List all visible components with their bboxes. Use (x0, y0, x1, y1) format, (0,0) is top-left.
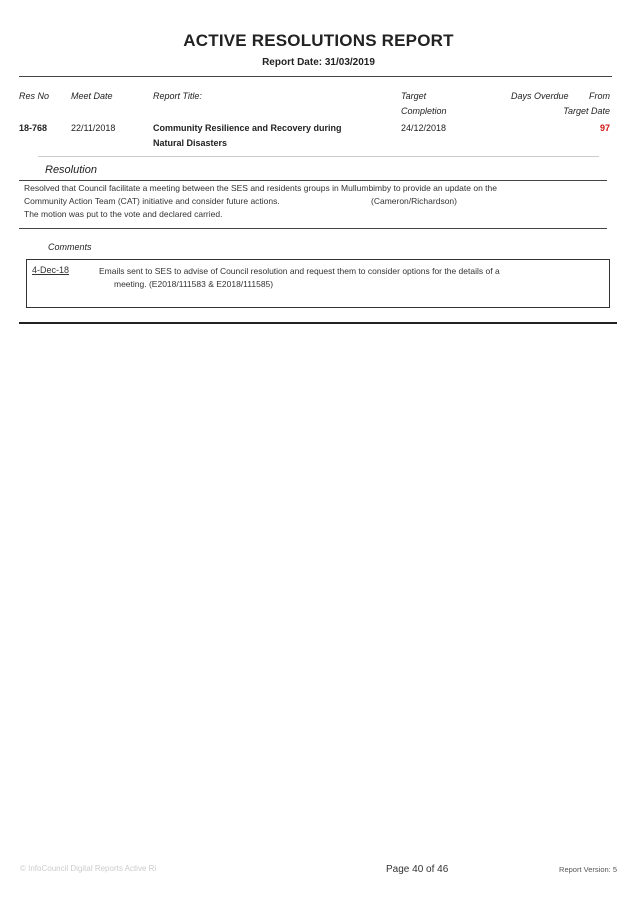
col-days-overdue: Days Overdue (511, 91, 569, 101)
resolution-line1: Resolved that Council facilitate a meeting between the SES and residents groups in Mullumbimby to provide an update on the (24, 183, 497, 193)
footer-version: Report Version: 5 (559, 865, 617, 874)
report-date: Report Date: 31/03/2019 (262, 57, 375, 68)
comment-date: 4-Dec-18 (32, 265, 70, 275)
col-meet-date: Meet Date (71, 91, 113, 101)
row-title-line2: Natural Disasters (153, 138, 228, 148)
col-from-line1: From (589, 91, 610, 101)
resolution-label: Resolution (45, 164, 97, 176)
resolution-movers: (Cameron/Richardson) (371, 196, 457, 206)
row-res-no: 18-768 (19, 123, 48, 133)
comment-text-line1: Emails sent to SES to advise of Council resolution and request them to consider options for the details of a (99, 266, 500, 276)
report-title: ACTIVE RESOLUTIONS REPORT (183, 31, 454, 50)
header-divider (19, 76, 612, 77)
row-target-completion: 24/12/2018 (401, 123, 447, 133)
footer-page-number: Page 40 of 46 (386, 864, 449, 875)
comments-label: Comments (48, 242, 92, 252)
row-meet-date: 22/11/2018 (71, 123, 116, 133)
comment-text-line2: meeting. (E2018/111583 & E2018/111585) (114, 279, 274, 289)
resolution-top-rule (19, 180, 607, 181)
col-target-line1: Target (401, 91, 427, 101)
col-report-title: Report Title: (153, 91, 202, 101)
row-title-line1: Community Resilience and Recovery during (153, 123, 342, 133)
col-target-line2: Completion (401, 106, 447, 116)
section-end-rule (19, 322, 617, 324)
row-days-overdue: 97 (599, 123, 610, 133)
resolution-line3: The motion was put to the vote and declared carried. (24, 209, 223, 219)
resolution-line2: Community Action Team (CAT) initiative and consider future actions. (24, 196, 280, 206)
comments-box (26, 259, 610, 308)
row-divider (38, 156, 599, 157)
resolution-bottom-rule (19, 228, 607, 229)
footer-copyright: © InfoCouncil Digital Reports Active Ri (20, 864, 157, 873)
col-from-line2: Target Date (563, 106, 610, 116)
col-res-no: Res No (19, 91, 50, 101)
